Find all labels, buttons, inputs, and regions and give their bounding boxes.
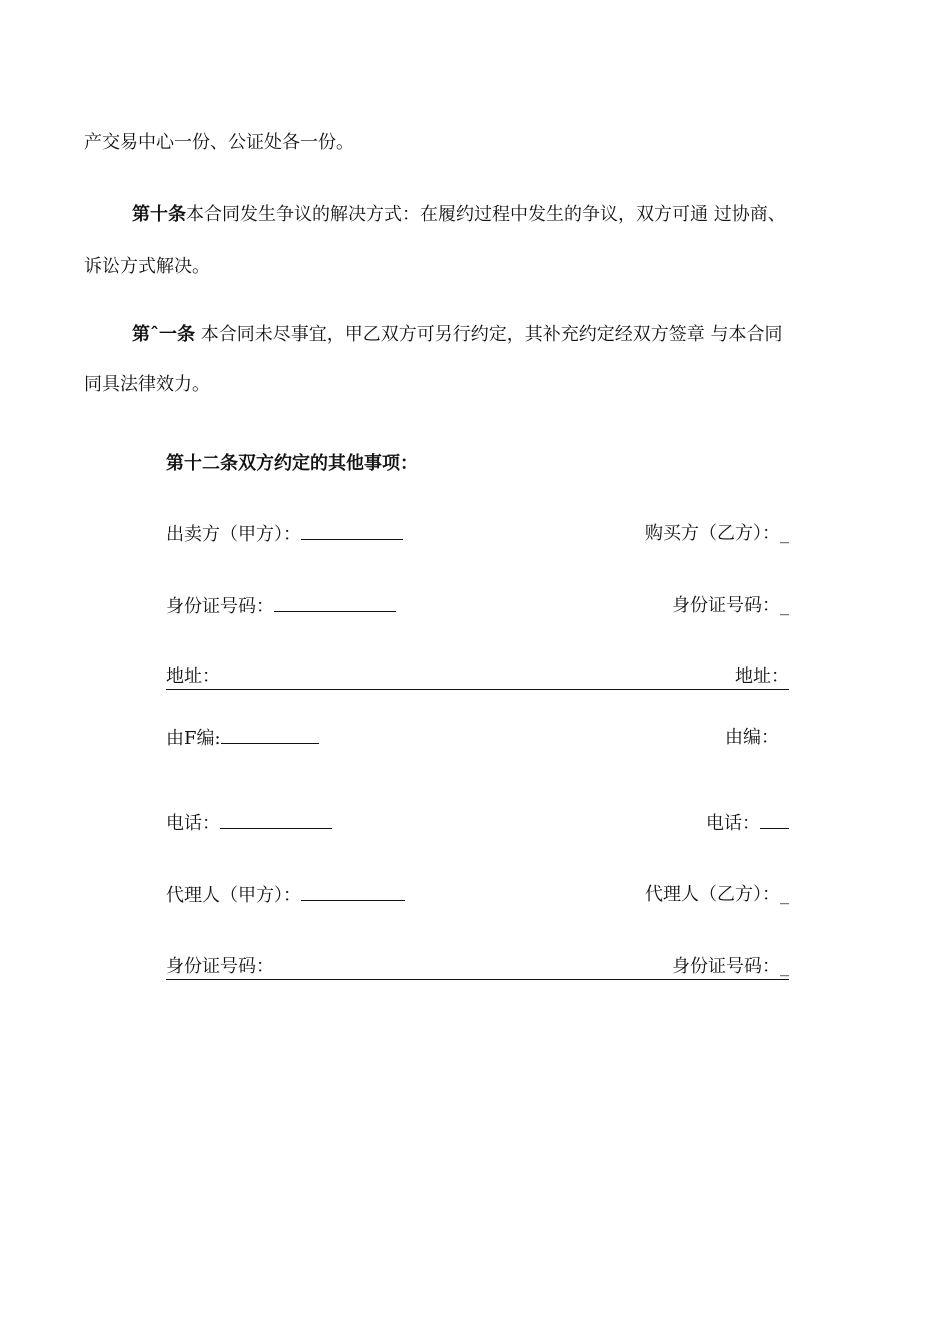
agent-id-underline — [166, 979, 789, 980]
seller-id-field — [166, 593, 396, 620]
seller-agent-label: 代理人（甲方）： — [166, 885, 301, 906]
buyer-label: 购买方（乙方）：_ — [645, 523, 789, 544]
article-11-text: 本合同未尽事宜，甲乙双方可另行约定，其补充约定经双方签章 与本合同 — [195, 324, 783, 345]
zip-row — [166, 725, 789, 751]
article-10-text: 本合同发生争议的解决方式：在履约过程中发生的争议，双方可通 过协商、 — [186, 204, 786, 225]
buyer-phone-blank[interactable] — [760, 810, 789, 829]
seller-phone-label: 电话： — [166, 813, 220, 834]
paragraph-continuation: 产交易中心一份、公证处各一份。 — [84, 132, 354, 153]
article-11-line-1 — [132, 323, 782, 347]
seller-address-label: 地址： — [166, 666, 220, 687]
buyer-agent-label: 代理人（乙方）：_ — [645, 884, 789, 905]
buyer-phone-label: 电话： — [706, 813, 760, 834]
seller-zip-field — [166, 725, 319, 752]
agent-id-row[interactable] — [166, 954, 789, 980]
seller-label: 出卖方（甲方）： — [166, 524, 301, 545]
article-10-line-2: 诉讼方式解决。 — [84, 256, 210, 277]
seller-id-blank[interactable] — [274, 593, 396, 612]
id-row — [166, 593, 789, 619]
seller-agent-field — [166, 882, 405, 909]
buyer-address-label: 地址： — [735, 666, 789, 687]
address-row[interactable] — [166, 664, 789, 690]
article-10-heading: 第十条 — [132, 204, 186, 225]
buyer-agent-id-label: 身份证号码：_ — [672, 956, 789, 977]
agent-row — [166, 882, 789, 908]
seller-zip-blank[interactable] — [221, 725, 319, 744]
article-11-line-2: 同具法律效力。 — [84, 374, 210, 395]
buyer-zip-label: 由编： — [725, 727, 779, 748]
party-row — [166, 521, 789, 547]
address-underline — [166, 689, 789, 690]
article-10-line-1 — [132, 203, 786, 227]
seller-zip-label: 由F编: — [166, 728, 221, 749]
buyer-id-label: 身份证号码：_ — [672, 595, 789, 616]
article-11-heading: 第ˆ一条 — [132, 324, 195, 345]
seller-agent-id-label: 身份证号码： — [166, 956, 274, 977]
article-12-heading: 第十二条双方约定的其他事项： — [166, 453, 418, 474]
seller-field — [166, 521, 403, 548]
seller-agent-blank[interactable] — [301, 882, 405, 901]
phone-row — [166, 810, 789, 836]
seller-phone-field — [166, 810, 332, 837]
seller-id-label: 身份证号码： — [166, 596, 274, 617]
seller-phone-blank[interactable] — [220, 810, 332, 829]
buyer-phone-field — [706, 810, 789, 837]
seller-blank[interactable] — [301, 521, 403, 540]
